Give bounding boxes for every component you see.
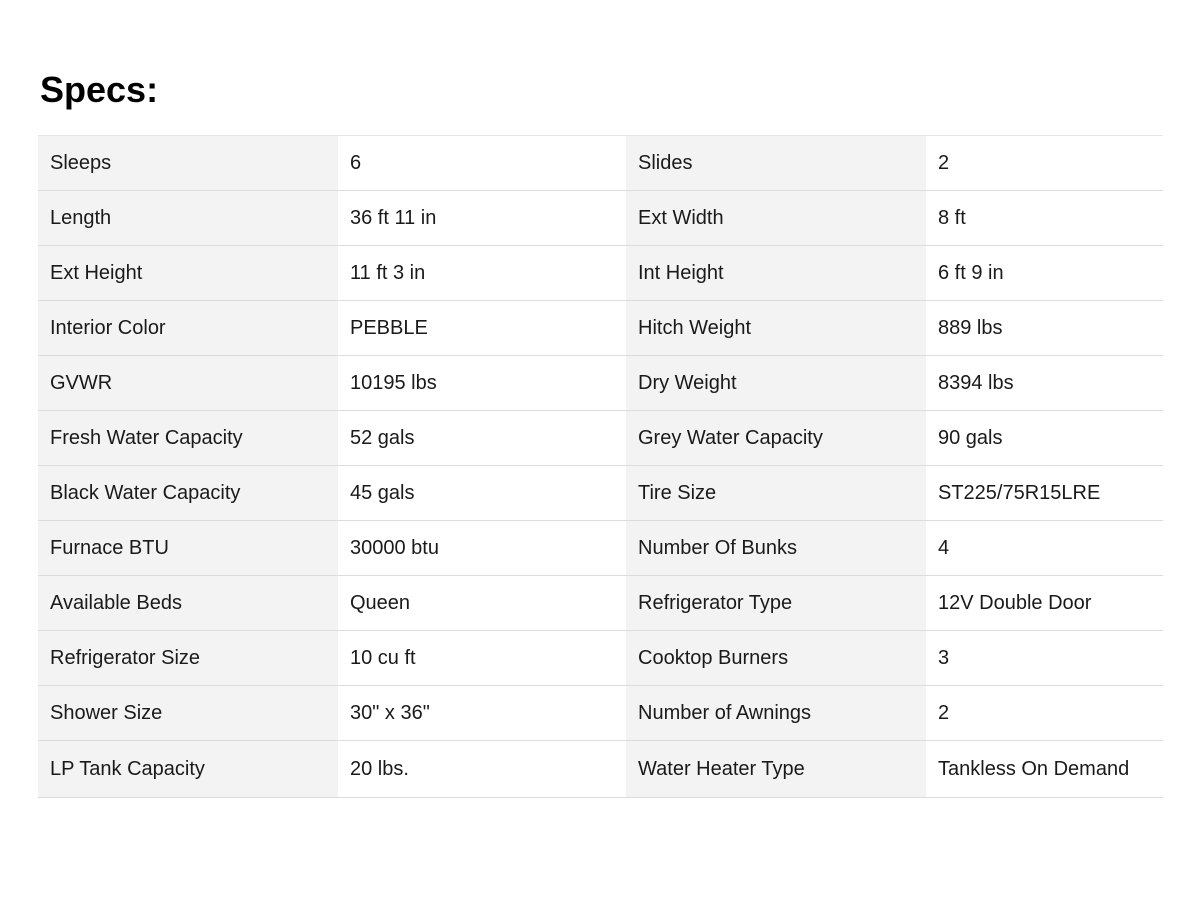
spec-row [38,466,1163,521]
spec-value: 30000 btu [338,521,626,576]
spec-label: Available Beds [38,576,338,631]
spec-value: 2 [926,136,1163,191]
spec-value: 12V Double Door [926,576,1163,631]
spec-value: 90 gals [926,411,1163,466]
spec-label: Dry Weight [626,356,926,411]
spec-row [38,631,1163,686]
spec-value: 11 ft 3 in [338,246,626,301]
spec-label: Shower Size [38,686,338,741]
spec-row [38,356,1163,411]
spec-value: 30" x 36" [338,686,626,741]
spec-label: Refrigerator Type [626,576,926,631]
spec-row [38,411,1163,466]
spec-value: Tankless On Demand [926,741,1163,798]
spec-label: Int Height [626,246,926,301]
spec-value: 6 ft 9 in [926,246,1163,301]
spec-value: 10195 lbs [338,356,626,411]
spec-label: Cooktop Burners [626,631,926,686]
spec-label: Water Heater Type [626,741,926,798]
spec-label: Ext Width [626,191,926,246]
spec-row [38,191,1163,246]
spec-label: GVWR [38,356,338,411]
spec-label: Fresh Water Capacity [38,411,338,466]
spec-label: Sleeps [38,136,338,191]
spec-row [38,741,1163,798]
spec-value: ST225/75R15LRE [926,466,1163,521]
spec-value: 889 lbs [926,301,1163,356]
spec-value: Queen [338,576,626,631]
spec-label: Refrigerator Size [38,631,338,686]
spec-label: Tire Size [626,466,926,521]
page-title: Specs: [40,69,159,110]
spec-label: Grey Water Capacity [626,411,926,466]
spec-value: 4 [926,521,1163,576]
spec-value: 36 ft 11 in [338,191,626,246]
specs-table-body [38,136,1163,798]
spec-value: 10 cu ft [338,631,626,686]
spec-row [38,576,1163,631]
spec-label: Furnace BTU [38,521,338,576]
specs-table [38,135,1163,798]
spec-label: Number of Awnings [626,686,926,741]
spec-label: Number Of Bunks [626,521,926,576]
spec-row [38,136,1163,191]
spec-label: Length [38,191,338,246]
spec-label: Ext Height [38,246,338,301]
spec-value: 45 gals [338,466,626,521]
spec-value: 52 gals [338,411,626,466]
spec-value: 20 lbs. [338,741,626,798]
spec-label: Hitch Weight [626,301,926,356]
spec-row [38,521,1163,576]
spec-row [38,246,1163,301]
spec-value: 3 [926,631,1163,686]
spec-value: 8 ft [926,191,1163,246]
spec-value: 2 [926,686,1163,741]
spec-label: Slides [626,136,926,191]
spec-label: Black Water Capacity [38,466,338,521]
spec-row [38,686,1163,741]
spec-row [38,301,1163,356]
spec-label: LP Tank Capacity [38,741,338,798]
spec-label: Interior Color [38,301,338,356]
spec-value: 8394 lbs [926,356,1163,411]
spec-value: PEBBLE [338,301,626,356]
spec-value: 6 [338,136,626,191]
